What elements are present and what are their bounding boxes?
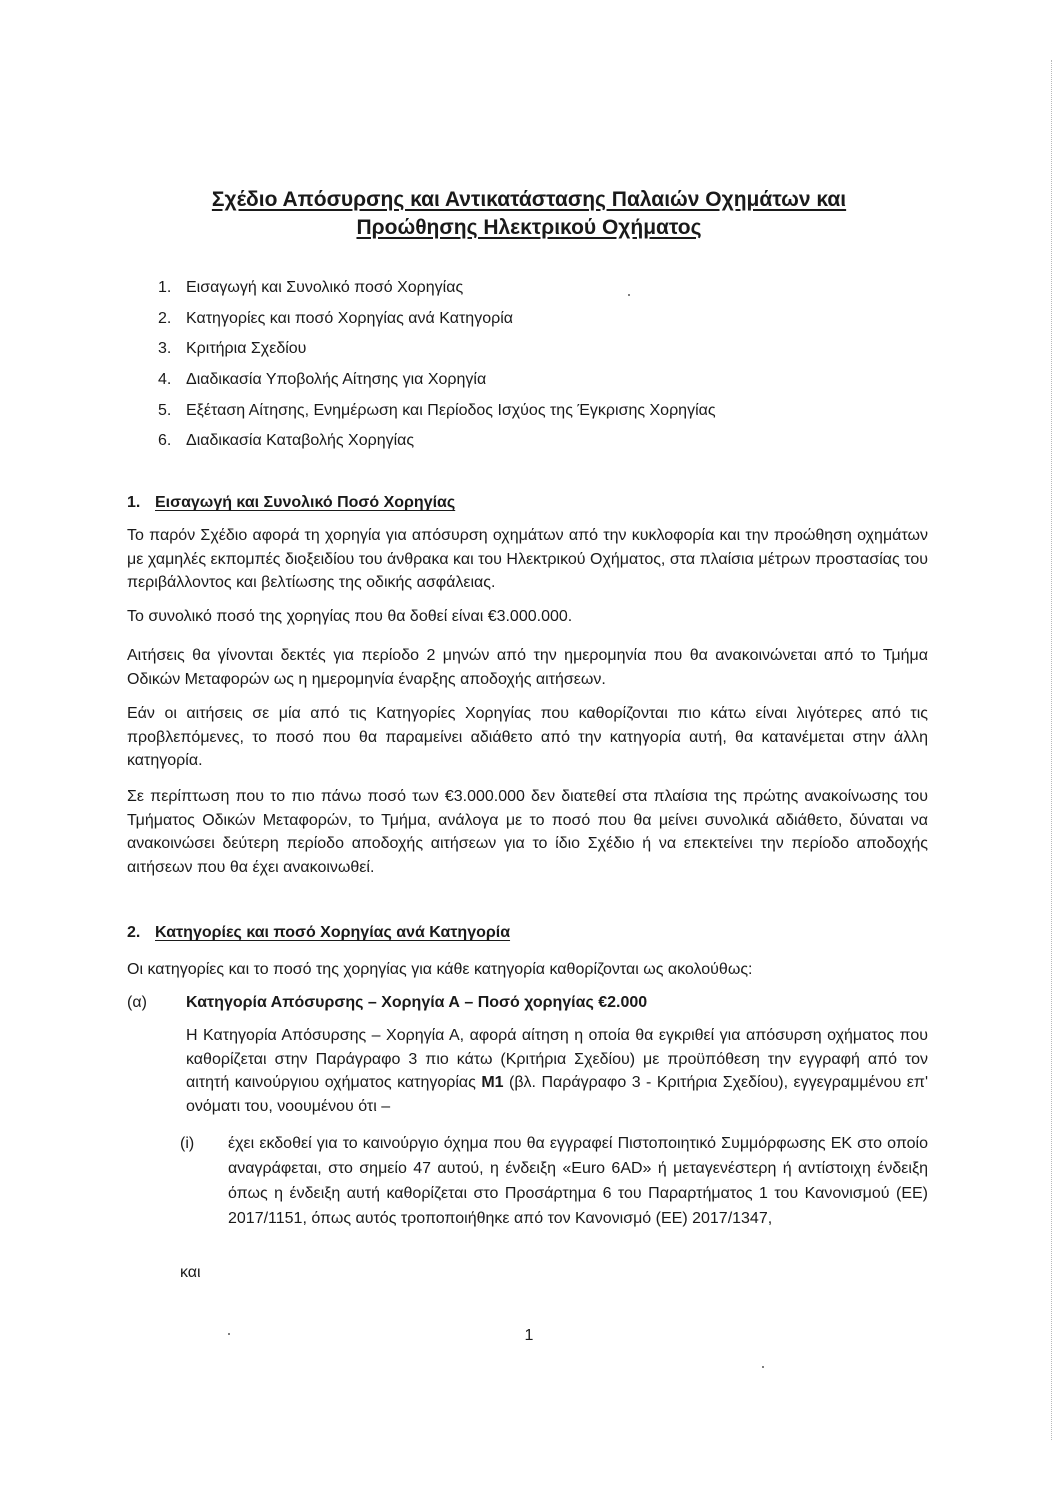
- category-a-label: (α): [127, 994, 147, 1011]
- toc-item-text: Διαδικασία Υποβολής Αίτησης για Χορηγία: [186, 371, 487, 389]
- section-2-intro: Οι κατηγορίες και το ποσό της χορηγίας για κάθε κατηγορία καθορίζονται ως ακολούθως:: [127, 961, 753, 978]
- section-1-number: 1.: [127, 494, 141, 511]
- toc-item: [158, 368, 716, 399]
- page-number: 1: [524, 1327, 534, 1344]
- toc-item-number: 1.: [158, 279, 172, 296]
- toc-item-text: Εισαγωγή και Συνολικό ποσό Χορηγίας: [186, 279, 464, 296]
- section-1-heading: [127, 494, 455, 512]
- category-a-text: Η Κατηγορία Απόσυρσης – Χορηγία Α, αφορά αίτηση η οποία θα εγκριθεί για απόσυρση οχήματος που καθορίζεται στην Παράγραφο 3 πιο κάτω (Κριτήρια Σχεδίου) με προϋπόθεση την εγγραφή από τον αιτητή καινούργιου οχήματος κατηγορίας: [186, 1027, 928, 1091]
- section-1-paragraph-2: Το συνολικό ποσό της χορηγίας που θα δοθεί είναι €3.000.000.: [127, 608, 573, 625]
- section-1-title: Εισαγωγή και Συνολικό Ποσό Χορηγίας: [155, 494, 456, 511]
- category-a-heading: [127, 994, 647, 1012]
- scan-speck: [628, 294, 630, 296]
- toc-item: [158, 399, 716, 430]
- table-of-contents: [158, 276, 716, 460]
- section-2-heading: [127, 924, 510, 942]
- toc-item-text: Διαδικασία Καταβολής Χορηγίας: [186, 432, 415, 450]
- toc-item: [158, 429, 716, 460]
- connector-word: και: [180, 1264, 201, 1281]
- toc-item-number: 2.: [158, 309, 172, 327]
- title-line-1: Σχέδιο Απόσυρσης και Αντικατάστασης Παλαιών Οχημάτων και: [211, 188, 847, 211]
- scan-speck: [228, 1333, 230, 1335]
- scan-edge-line: [1050, 60, 1052, 1440]
- category-a-vehicle-class: M1: [481, 1074, 504, 1091]
- toc-item: [158, 276, 716, 307]
- condition-item-text: έχει εκδοθεί για το καινούργιο όχημα που θα εγγραφεί Πιστοποιητικό Συμμόρφωσης ΕΚ στο οποίο αναγράφεται, στο σημείο 47 αυτού, η ένδειξη «Euro 6AD» ή μεταγενέστερη ή αντίστοιχη ένδειξη όπως η ένδειξη αυτή καθορίζεται στο Προσάρτημα 6 του Παραρτήματος 1 του Κανονισμού (ΕΕ) 2017/1151, όπως αυτός τροποποιήθηκε από τον Κανονισμό (ΕΕ) 2017/1347,: [228, 1135, 928, 1227]
- toc-item-text: Εξέταση Αίτησης, Ενημέρωση και Περίοδος Ισχύος της Έγκρισης Χορηγίας: [186, 401, 716, 419]
- document-title: [0, 186, 1058, 242]
- condition-item-i: [180, 1131, 928, 1231]
- toc-item: [158, 307, 716, 338]
- toc-item-number: 6.: [158, 432, 172, 450]
- category-a-title: Κατηγορία Απόσυρσης – Χορηγία Α – Ποσό χορηγίας €2.000: [186, 994, 648, 1011]
- section-2-title: Κατηγορίες και ποσό Χορηγίας ανά Κατηγορία: [155, 924, 511, 941]
- title-line-2: Προώθησης Ηλεκτρικού Οχήματος: [356, 216, 702, 239]
- toc-item: [158, 337, 716, 368]
- toc-item-number: 3.: [158, 340, 172, 358]
- toc-item-number: 4.: [158, 371, 172, 389]
- section-1-paragraph-1: Το παρόν Σχέδιο αφορά τη χορηγία για απόσυρση οχημάτων από την κυκλοφορία και την προώθηση οχημάτων με χαμηλές εκπομπές διοξειδίου του άνθρακα και του Ηλεκτρικού Οχήματος, στα πλαίσια μέτρων προστασίας του περιβάλλοντος και βελτίωσης της οδικής ασφάλειας.: [127, 527, 928, 591]
- section-1-paragraph-4: Εάν οι αιτήσεις σε μία από τις Κατηγορίες Χορηγίας που καθορίζονται πιο κάτω είναι λιγότερες από τις προβλεπόμενες, το ποσό που θα παραμείνει αδιάθετο από την κατηγορία αυτή, θα κατανέμεται στην άλλη κατηγορία.: [127, 705, 928, 769]
- section-1-paragraph-3: Αιτήσεις θα γίνονται δεκτές για περίοδο 2 μηνών από την ημερομηνία που θα ανακοινώνεται από το Τμήμα Οδικών Μεταφορών ως η ημερομηνία έναρξης αποδοχής αιτήσεων.: [127, 647, 928, 688]
- category-a-paragraph: [186, 1024, 928, 1118]
- condition-item-label: (i): [180, 1135, 195, 1152]
- scan-speck: [762, 1366, 764, 1368]
- toc-item-text: Κριτήρια Σχεδίου: [186, 340, 307, 358]
- toc-item-text: Κατηγορίες και ποσό Χορηγίας ανά Κατηγορία: [186, 309, 513, 327]
- section-1-paragraph-5: Σε περίπτωση που το πιο πάνω ποσό των €3.000.000 δεν διατεθεί στα πλαίσια της πρώτης ανακοίνωσης του Τμήματος Οδικών Μεταφορών, το Τμήμα, ανάλογα με το ποσό που θα μείνει συνολικά αδιάθετο, δύναται να ανακοινώσει δεύτερη περίοδο αποδοχής αιτήσεων για το ίδιο Σχέδιο ή να επεκτείνει την περίοδο αποδοχής αιτήσεων που θα έχει ανακοινωθεί.: [127, 788, 928, 876]
- section-2-number: 2.: [127, 924, 141, 941]
- category-a-text-end: (βλ. Παράγραφο 3 - Κριτήρια Σχεδίου), εγγεγραμμένου επ' ονόματι του, νοουμένου ότι –: [186, 1074, 928, 1115]
- toc-item-number: 5.: [158, 401, 172, 419]
